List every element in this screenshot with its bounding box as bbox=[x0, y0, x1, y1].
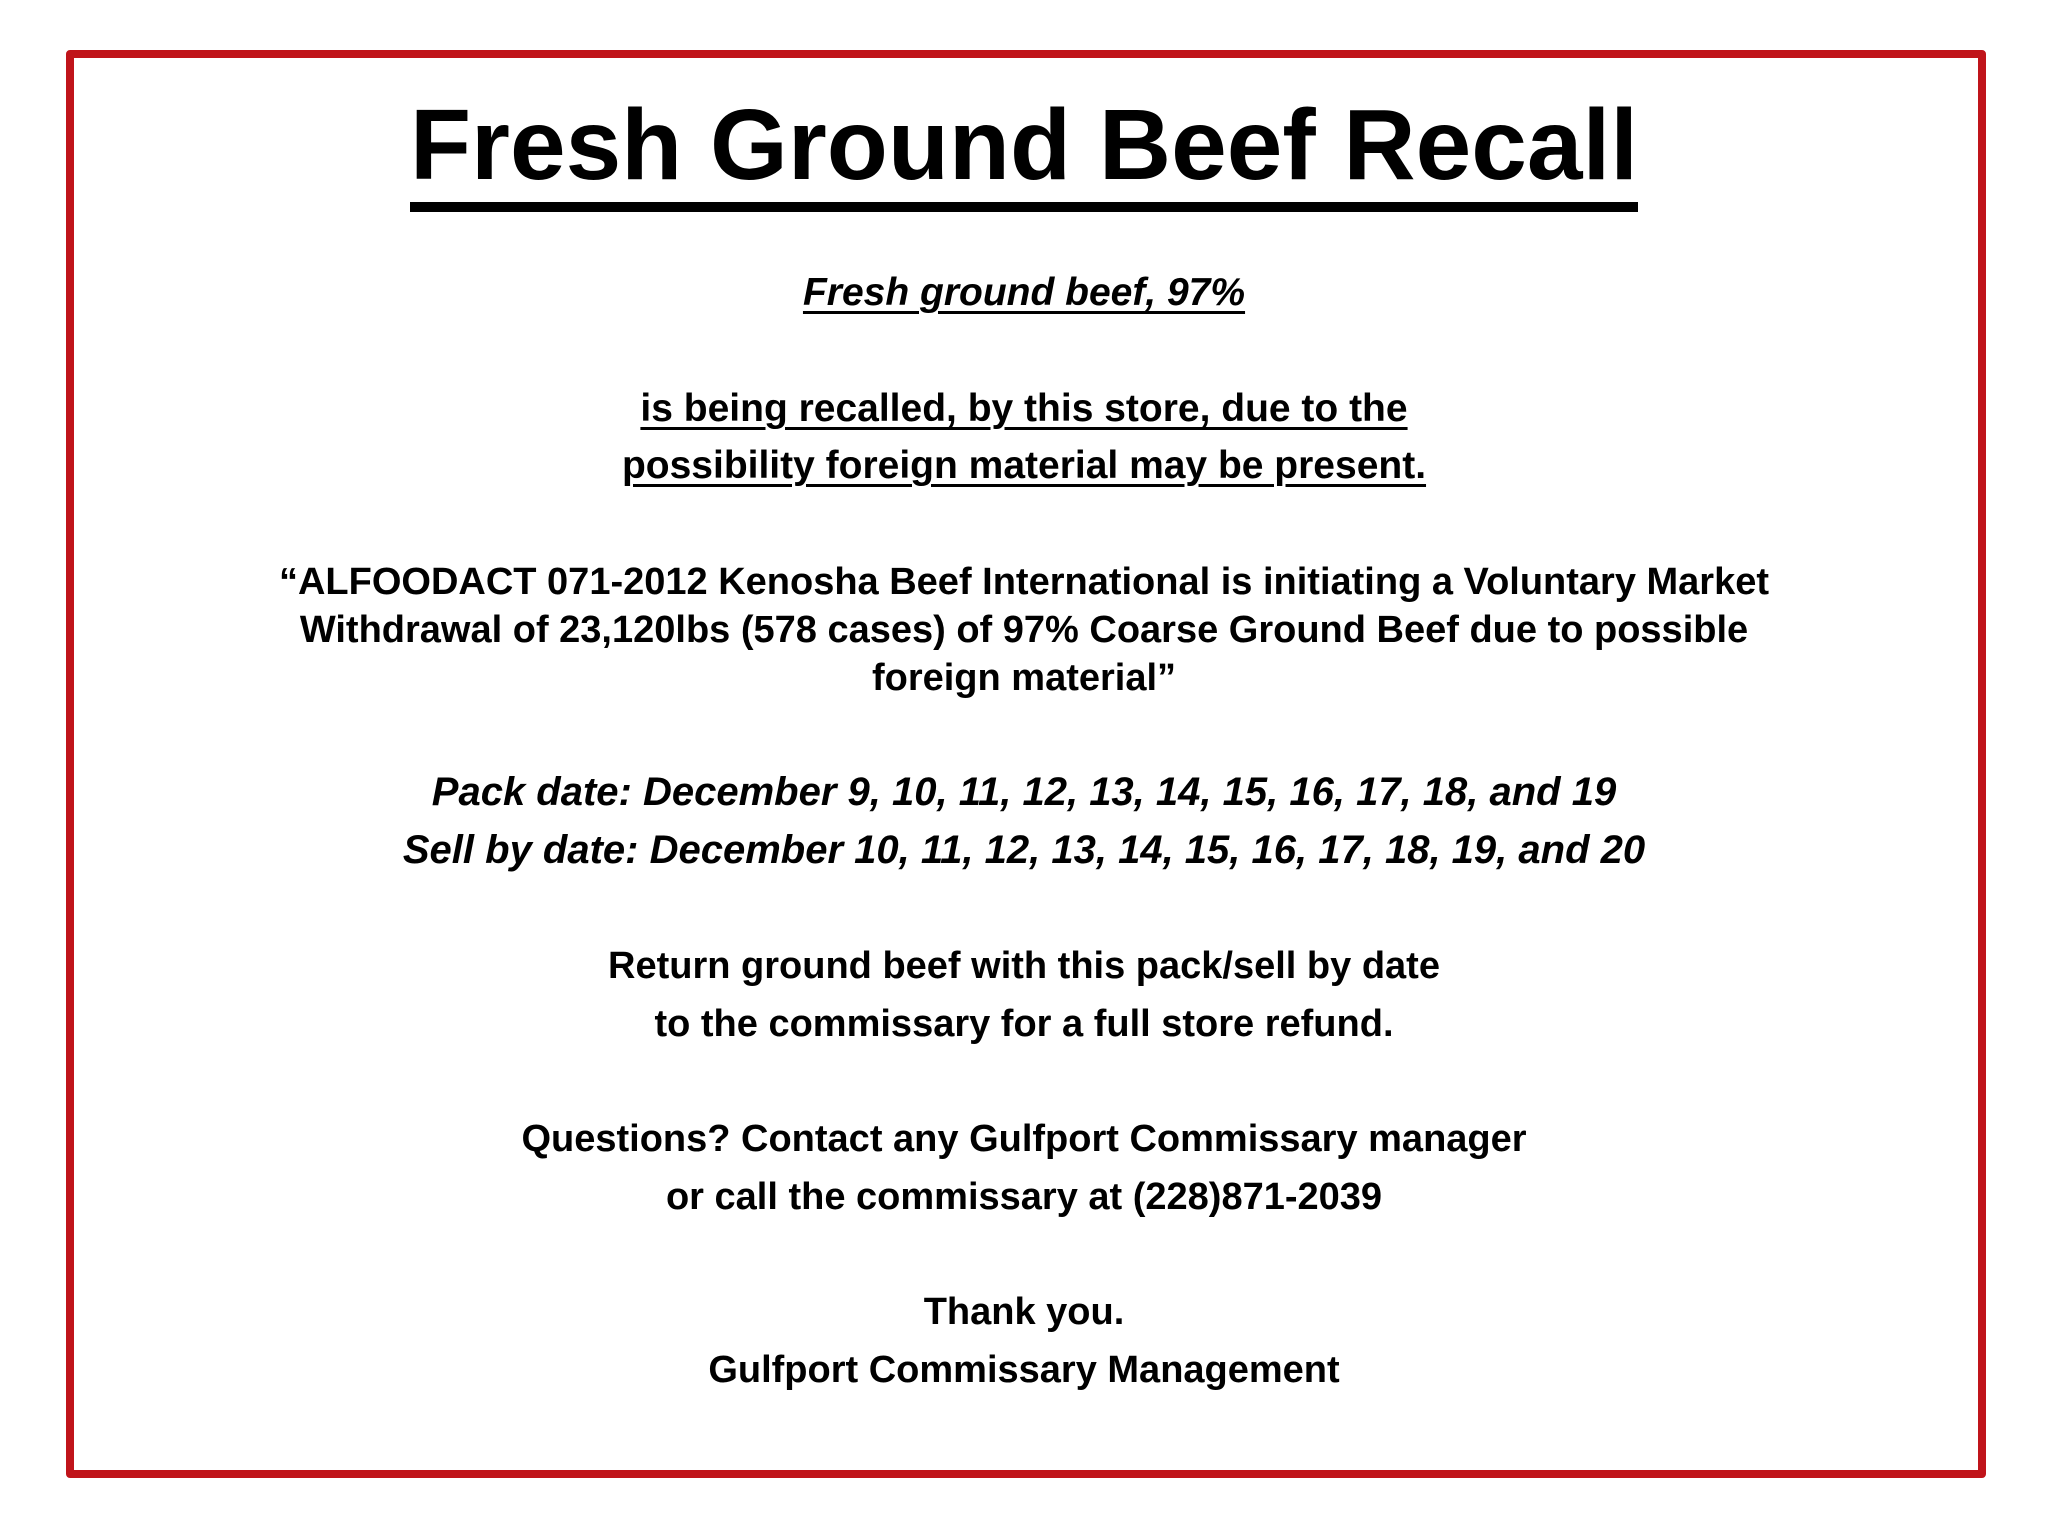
product-line bbox=[0, 269, 2048, 317]
thank-you: Thank you. bbox=[923, 1291, 1125, 1333]
pack-date: Pack date: December 9, 10, 11, 12, 13, 14, 15, 16, 17, 18, and 19 bbox=[431, 770, 1617, 814]
reason-line-2 bbox=[0, 442, 2048, 490]
reason-text-2: possibility foreign material may be present. bbox=[621, 444, 1427, 487]
product-name: Fresh ground beef, 97% bbox=[802, 271, 1246, 314]
signature: Gulfport Commissary Management bbox=[708, 1349, 1340, 1391]
questions-line-1: Questions? Contact any Gulfport Commissary manager bbox=[521, 1118, 1527, 1160]
withdrawal-quote-line-2: Withdrawal of 23,120lbs (578 cases) of 97% Coarse Ground Beef due to possible bbox=[299, 609, 1749, 651]
withdrawal-quote-line-3: foreign material” bbox=[871, 657, 1177, 699]
notice-title bbox=[0, 90, 2048, 200]
sell-by-date: Sell by date: December 10, 11, 12, 13, 14, 15, 16, 17, 18, 19, and 20 bbox=[402, 828, 1646, 872]
withdrawal-quote-line-1: “ALFOODACT 071-2012 Kenosha Beef International is initiating a Voluntary Market bbox=[278, 561, 1770, 603]
notice-title-text: Fresh Ground Beef Recall bbox=[410, 90, 1638, 212]
recall-notice-border bbox=[66, 50, 1986, 1478]
reason-text-1: is being recalled, by this store, due to the bbox=[640, 387, 1408, 430]
questions-line-2: or call the commissary at (228)871-2039 bbox=[665, 1176, 1383, 1218]
return-instructions-line-2: to the commissary for a full store refund. bbox=[654, 1003, 1394, 1045]
return-instructions-line-1: Return ground beef with this pack/sell by date bbox=[608, 945, 1440, 987]
reason-line-1 bbox=[0, 385, 2048, 433]
